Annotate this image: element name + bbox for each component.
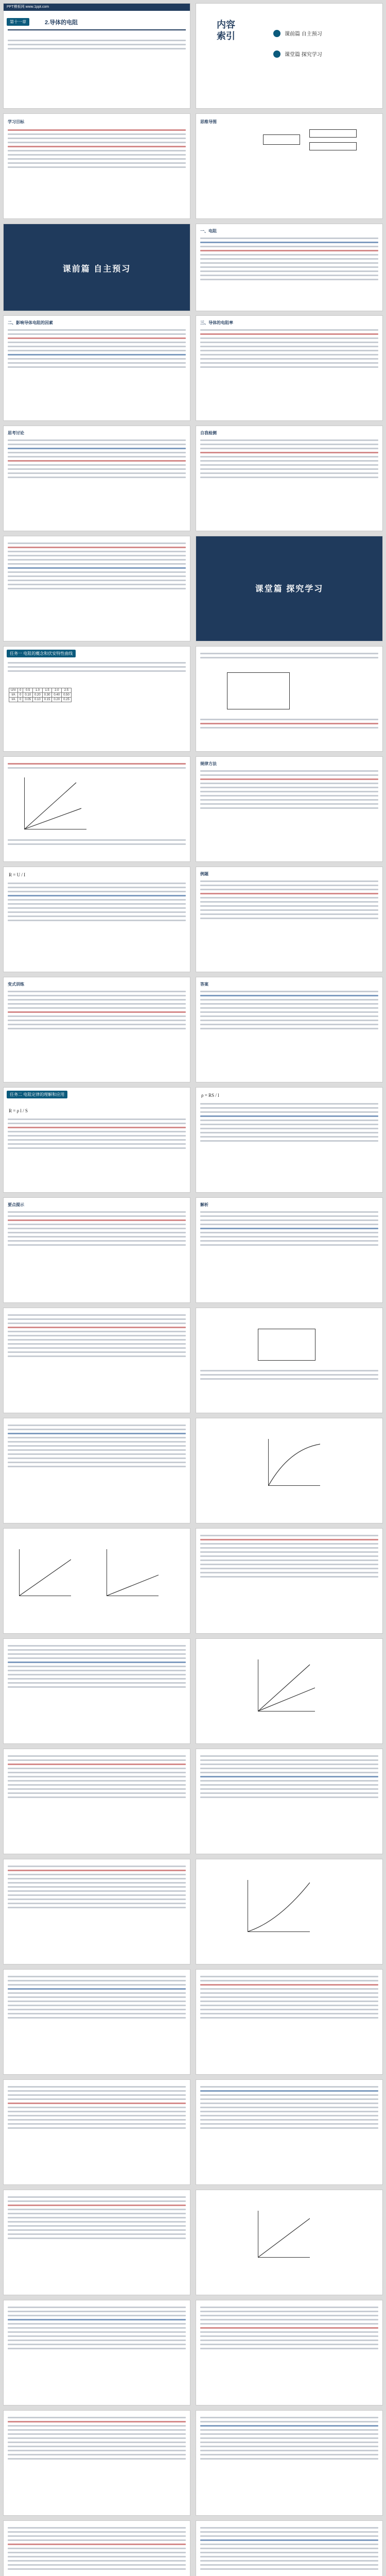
content-lines [8,2086,186,2131]
content-lines [200,2086,378,2131]
concept-1-heading: 一、电阻 [200,229,217,233]
bullet-icon [273,30,280,37]
content-lines [8,1976,186,2021]
slide-section-preview [3,224,190,311]
analysis-heading: 解析 [200,1202,208,1207]
slide-content [196,2190,383,2295]
slide-section-explore [196,536,383,641]
self-test-2-lines [8,543,186,592]
slide-content [3,1197,190,1303]
table-header-row: U/V 0 0.5 1.0 1.5 2.0 2.5 [9,688,72,693]
slide-content [196,1638,383,1744]
slide-contents [196,3,383,109]
content-lines [8,2196,186,2242]
mindmap-box [309,129,357,138]
slide-cover [3,3,190,109]
content-lines [8,2417,186,2462]
goals-lines [8,129,186,171]
graph [19,1549,71,1596]
note-heading: 要点提示 [8,1202,24,1207]
graph-lines-svg [25,777,86,829]
slide-content [196,1528,383,1634]
formula-rho: ρ = RS / l [201,1093,219,1098]
top-bar [4,4,190,11]
content-lines [200,1370,378,1382]
menu-item-1-label: 课前篇 自主预习 [285,31,322,37]
self-test-lines [200,439,378,481]
rule-lines [200,770,378,811]
answer-lines [200,991,378,1032]
data-table [9,688,72,702]
slide-mindmap [196,113,383,219]
menu-item-2-label: 课堂篇 探究学习 [285,52,322,58]
content-lines [200,2307,378,2352]
formula-r-def: R = U / I [9,872,26,877]
slide-circuit [196,646,383,752]
concept-2-lines [8,329,186,370]
graph-line-svg [258,2211,310,2257]
bullet-icon [273,50,280,58]
graph [248,1880,310,1932]
slide-task-2 [3,1087,190,1193]
concept-3-heading: 三、导体的电阻率 [200,320,233,325]
mindmap-box [309,142,357,150]
content-lines [200,1211,378,1248]
slide-iu-graph [3,756,190,862]
content-lines [200,1755,378,1801]
chapter-tag: 第十一章 [7,18,29,26]
goals-heading: 学习目标 [8,120,24,124]
content-lines [8,1755,186,1801]
content-lines [8,1425,186,1470]
content-lines [200,1535,378,1580]
slide-concept-1 [196,224,383,311]
formula-lines [8,883,186,924]
slide-example-2 [196,867,383,972]
section-banner [4,240,190,296]
slide-content [196,1749,383,1854]
table-row: I/A 0 0.10 0.20 0.30 0.40 0.50 [9,693,72,698]
slide-content [196,1418,383,1523]
content-lines [200,2527,378,2572]
content-lines [8,1645,186,1690]
practice-lines [8,991,186,1032]
slide-task-1 [3,646,190,752]
circuit-diagram [258,1329,315,1361]
slide-content [3,1418,190,1523]
slide-content [3,1969,190,2075]
graph-curve-svg [248,1880,310,1931]
content-lines [8,2527,186,2572]
slide-content [3,2300,190,2405]
self-test-heading: 自我检测 [200,431,217,435]
task-1-tag: 任务一 电阻的概念和伏安特性曲线 [7,650,76,657]
cover-lines [8,40,186,52]
graph-line-svg [107,1549,159,1596]
formula-r-law: R = ρ l / S [9,1108,28,1113]
task-1-lines [8,662,186,674]
section-title: 课前篇 自主预习 [62,264,131,274]
mindmap-heading: 思维导图 [200,120,217,124]
slide-content [196,1308,383,1413]
menu-item-1[interactable] [273,29,322,37]
resistivity-lines [200,1103,378,1144]
practice-heading: 变式训练 [8,982,24,987]
section-title: 课堂篇 探究学习 [255,584,324,594]
slide-answer-1 [196,977,383,1082]
slide-content [3,1308,190,1413]
slide-resistivity [196,1087,383,1193]
graph-lines [8,763,186,771]
slide-content [3,1528,190,1634]
content-lines [200,1976,378,2021]
slide-content [196,1859,383,1964]
slide-concept-2 [3,315,190,421]
slide-practice-1 [3,977,190,1082]
graph-lines-svg [258,1659,315,1711]
slide-content [3,2079,190,2185]
slide-self-test [196,426,383,531]
graph [268,1439,320,1486]
example-lines [200,880,378,922]
slide-content [196,2410,383,2516]
slide-goals [3,113,190,219]
slide-self-test-2 [3,536,190,641]
graph [107,1549,159,1596]
concept-1-lines [200,238,378,283]
mindmap-box [263,134,300,145]
concept-3-lines [200,329,378,370]
slide-content [196,2079,383,2185]
content-lines [8,2307,186,2352]
slide-content [3,2190,190,2295]
slide-thinking [3,426,190,531]
slide-content [196,1197,383,1303]
task-2-tag: 任务二 电阻定律的理解和应用 [7,1091,67,1098]
graph-curve-svg [269,1439,320,1485]
graph [258,2211,310,2258]
content-lines [200,2417,378,2462]
table-row: I/A 0 0.05 0.10 0.15 0.20 0.25 [9,698,72,702]
iu-graph [24,777,86,829]
task-2-lines [8,1118,186,1151]
graph-notes [8,839,186,848]
graph-line-svg [20,1549,71,1596]
slide-content [3,2520,190,2576]
slide-content [3,1749,190,1854]
website-text: PPT模板网 www.1ppt.com [7,5,49,9]
slide-content [196,2520,383,2576]
slide-content [196,1969,383,2075]
slide-content [3,2410,190,2516]
example-heading: 例题 [200,872,208,876]
contents-label: 内容索引 [217,20,235,41]
lesson-title: 2.导体的电阻 [45,20,78,26]
slide-formula [3,867,190,972]
circuit-diagram [227,672,290,709]
answer-heading: 答案 [200,982,208,987]
content-lines [8,1211,186,1248]
slide-content [3,1859,190,1964]
section-banner [196,560,382,616]
content-lines [8,1314,186,1360]
slide-example-1 [196,756,383,862]
thinking-lines [8,439,186,481]
graph [258,1659,315,1711]
circuit-notes [200,719,378,731]
thinking-heading: 思考讨论 [8,431,24,435]
slide-concept-3 [196,315,383,421]
menu-item-2[interactable] [273,50,322,58]
rule-heading: 规律方法 [200,761,217,766]
slide-content [196,2300,383,2405]
circuit-lines [200,653,378,661]
content-lines [8,1866,186,1911]
concept-2-heading: 二、影响导体电阻的因素 [8,320,53,325]
cover-underline [8,29,186,30]
slide-content [3,1638,190,1744]
